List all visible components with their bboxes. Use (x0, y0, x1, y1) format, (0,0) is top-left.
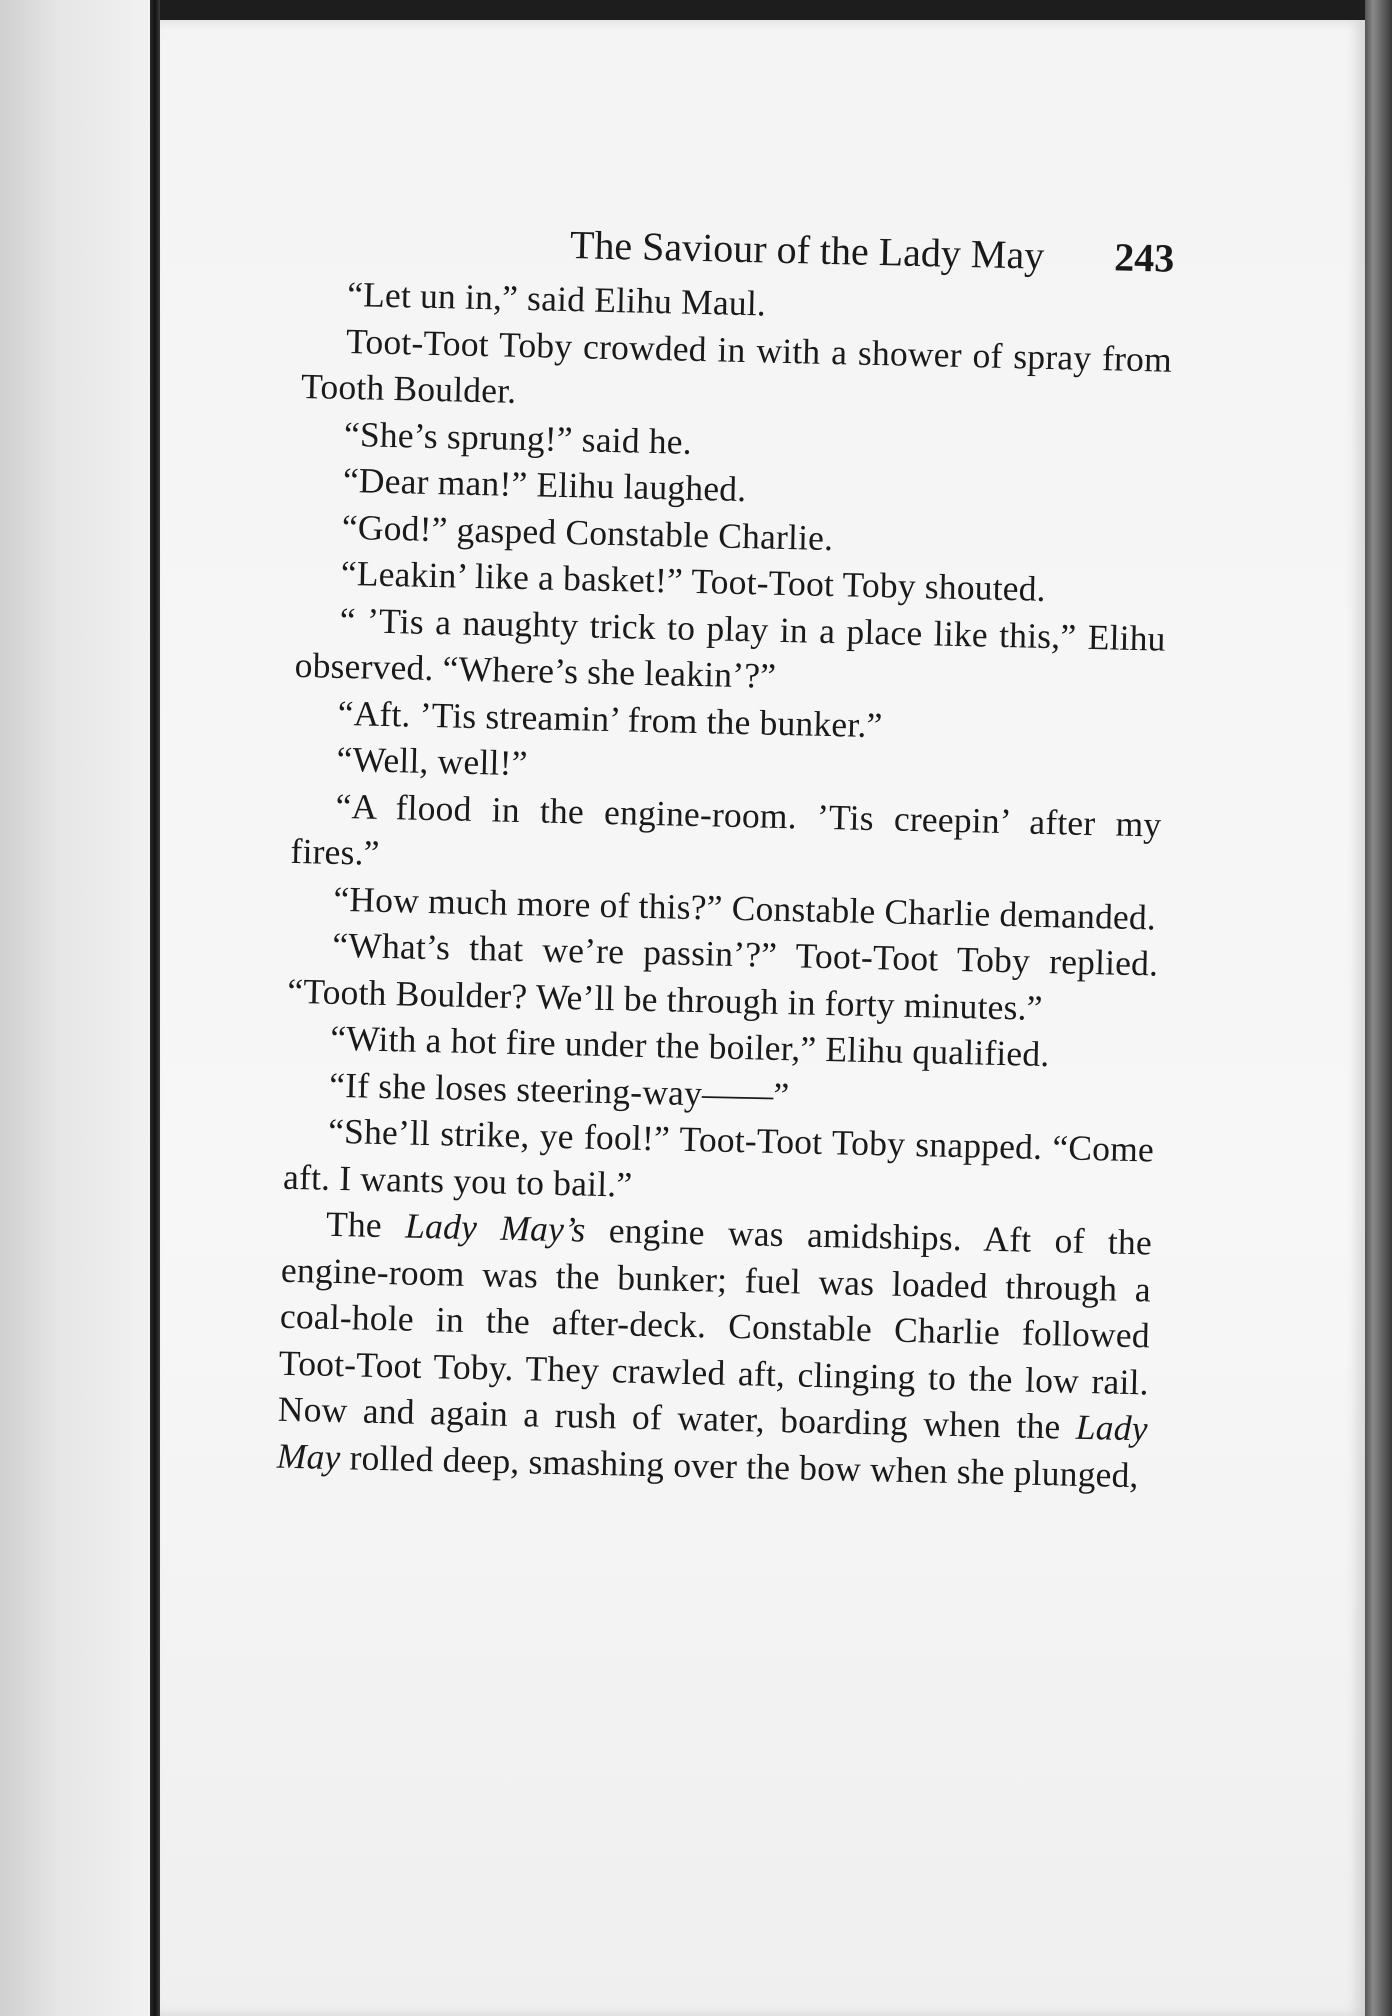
text-run: engine was amidships. Aft of the engine-room was the bunker; fuel was loaded through a coal-hole in the after-deck. Constable Charlie followed Toot-Toot Toby. They crawled aft, clinging to the low rail. Now and again a rush of water, boarding when the (277, 1209, 1153, 1447)
running-title: The Saviour of the Lady May (569, 222, 1045, 278)
ship-name-italic: Lady May’s (404, 1205, 586, 1250)
text-run: rolled deep, smashing over the bow when she plunged, (340, 1436, 1140, 1495)
book-gutter (150, 0, 160, 2016)
paragraph: “With a hot fire under the boiler,” Elihu qualified. (329, 1017, 1050, 1075)
text-run: The (325, 1203, 406, 1246)
paragraph: “Well, well!” (336, 738, 529, 784)
paragraph: “If she loses steering-way——” (328, 1064, 790, 1115)
paragraph: “What’s that we’re passin’?” Toot-Toot Toby replied. “Tooth Boulder? We’ll be through in forty minutes.” (286, 924, 1159, 1028)
paragraph: “A flood in the engine-room. ’Tis creepin’ after my fires.” (290, 785, 1162, 873)
paragraph-final (276, 1200, 1152, 1499)
page-text-block (276, 215, 1174, 1498)
page-edge-right (1365, 0, 1392, 2016)
paragraph: “Leakin’ like a basket!” Toot-Toot Toby shouted. (340, 552, 1047, 609)
paragraph: “God!” gasped Constable Charlie. (341, 506, 834, 558)
running-header (304, 215, 1175, 282)
paragraph: “Dear man!” Elihu laughed. (342, 459, 747, 510)
page-number: 243 (1113, 234, 1175, 281)
paragraph: “She’ll strike, ye fool!” Toot-Toot Toby snapped. “Come aft. I wants you to bail.” (282, 1110, 1155, 1205)
paragraph: Toot-Toot Toby crowded in with a shower of spray from Tooth Boulder. (300, 320, 1173, 411)
paragraph: “Aft. ’Tis streamin’ from the bunker.” (337, 692, 883, 745)
ship-name-italic: Lady May (276, 1406, 1149, 1477)
paragraph: “ ’Tis a naughty trick to play in a place like this,” Elihu observed. “Where’s she leakin’?” (294, 599, 1167, 696)
paragraph: “How much more of this?” Constable Charlie demanded. (333, 878, 1157, 937)
book-page (160, 20, 1365, 2016)
paragraph: “Let un in,” said Elihu Maul. (346, 273, 767, 324)
facing-page-edge (0, 0, 150, 2016)
paragraph: “She’s sprung!” said he. (343, 413, 693, 462)
